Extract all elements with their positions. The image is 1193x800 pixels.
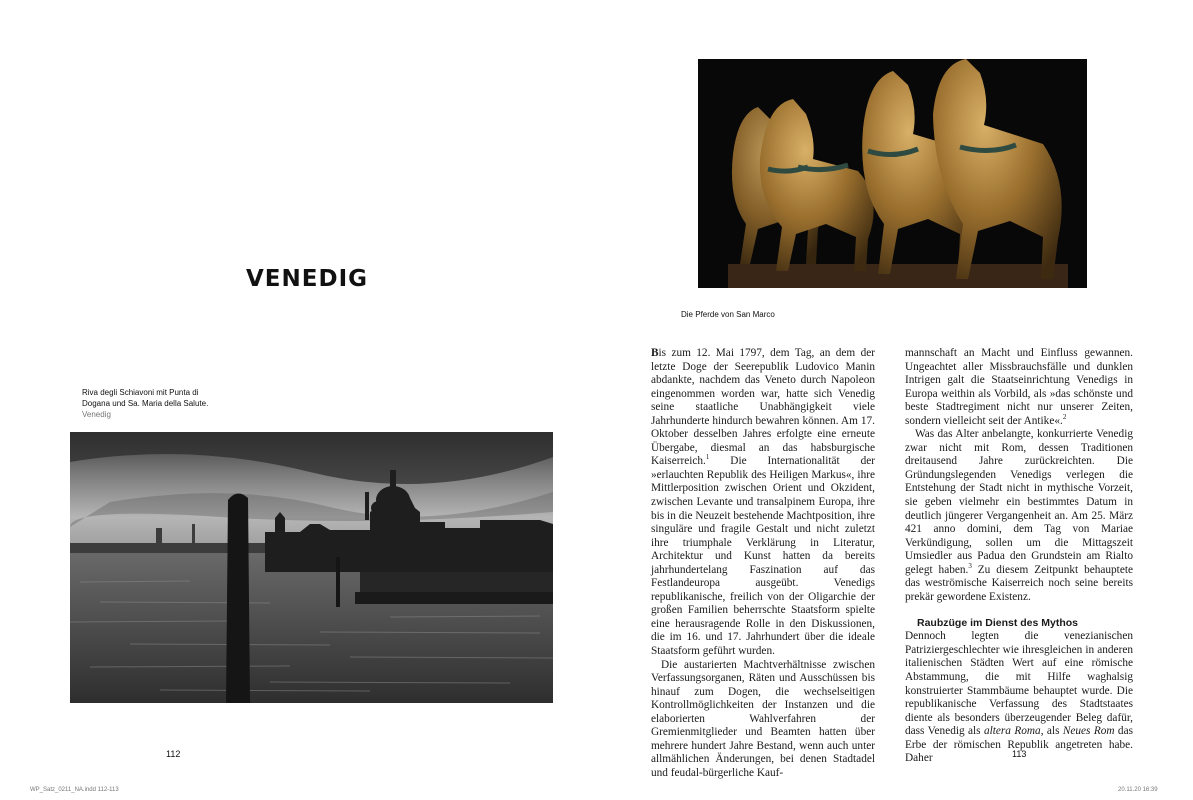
section-heading: Raubzüge im Dienst des Mythos [917,617,1079,630]
caption-line-1: Riva degli Schiavoni mit Punta di [82,388,199,397]
footnote-ref: 1 [705,453,710,462]
venice-lagoon-photo [70,432,553,703]
chapter-title: VENEDIG [246,266,368,292]
drop-cap: B [651,347,659,359]
page-number-left: 112 [166,749,181,759]
footnote-ref: 3 [968,561,972,570]
footnote-ref: 2 [1062,412,1067,421]
slug-timestamp: 20.11.20 16:39 [1118,787,1158,793]
text-column-1: Bis zum 12. Mai 1797, dem Tag, an dem der letzte Doge der Seerepublik Ludovico Manin abdankte, nachdem das Veneto durch Napoleon eingenommen worden war, hatte sich Venedig seine staatliche Unabhängigkeit viele Jahrhunderte hindurch bewahren können. Am 17. Oktober desselben Jahres erfolgte eine erneute Übergabe, diesmal an das habsburgische Kaiserreich.$^1$ Die Internationalität der »erlauchten Republik des Heiligen Markus«, ihre Mittlerposition zwischen Orient und Okzident, zwischen Levante und transalpinem Europa, ihre bis in die Neuzeit bestehende Machtposition, ihre singuläre und fragile Gestalt und nicht zuletzt ihre triumphale Verklärung in Literatur, Architektur und Kunst hatten da bereits jahrhundertelang Faszination auf das Festlandeuropa ausgeübt. Venedigs republikanische, freilich von der Oligarchie der großen Familien beherrschte Staatsform spielte eine herausragende Rolle in den Diskussionen, die im 16. und 17. Jahrhundert über die ideale Staatsform geführt wurden. Die austarierten Machtverhältnisse zwischen Verfassungsorganen, Räten und Ausschüssen bis hinauf zum Dogen, die wechselseitigen Kontrollmöglichkeiten der Instanzen und die elaborierten Wahlverfahren der Gremienmitglieder und Beamten hatten über mehrere hundert Jahre Bestand, wenn auch unter allmählichen Änderungen, bei denen Stadtadel und feudal-bürgerliche Kauf- [651,347,875,779]
photo-caption-right: Die Pferde von San Marco [681,310,775,319]
slug-file-info: WP_Satz_0211_NA.indd 112-113 [30,787,119,793]
photo-caption-left [82,387,302,420]
text-column-2: mannschaft an Macht und Einfluss gewannen. Ungeachtet aller Missbrauchsfälle und dunklen Intrigen galt die Staatseinrichtung Venedigs in Europa weithin als Vorbild, als »das schönste und beste Stadtregiment nicht nur unserer Zeiten, sondern vielleicht seit der Antike«.$^2$ Was das Alter anbelangte, konkurrierte Venedig zwar nicht mit Rom, dessen Traditionen dreitausend Jahre zurückreichten. Die Gründungslegenden Venedigs verlegen die Entstehung der Stadt nicht in mythische Vorzeit, sie geben vielmehr ein bestimmtes Datum in deutlich jüngerer Vergangenheit an. Am 25. März 421 anno domini, dem Tag von Mariae Verkündigung, sollen um die Mittagszeit Umsiedler aus Padua den Grundstein am Rialto gelegt haben.$^3$ Zu diesem Zeitpunkt behauptete das weströmische Kaiserreich noch seine bereits prekär gewordene Existenz. Raubzüge im Dienst des Mythos Dennoch legten die venezianischen Patriziergeschlechter wie ihresgleichen in anderen italienischen Städten Wert auf eine römische Abstammung, die mit Hilfe waghalsig konstruierter Stammbäume behauptet wurde. Die republikanische Verfassung des Stadtstaates diente als besonders überzeugender Beleg dafür, dass Venedig als altera Roma, als Neues Rom das Erbe der römischen Republik angetreten habe. Daher [905,347,1133,765]
paragraph: Die austarierten Machtverhältnisse zwischen Verfassungsorganen, Räten und Ausschüssen bis hinauf zum Dogen, die wechselseitigen Kontrollmöglichkeiten der Instanzen und die elaborierten Wahlverfahren der Gremienmitglieder und Beamten hatten über mehrere hundert Jahre Bestand, wenn auch unter allmählichen Änderungen, bei denen Stadtadel und feudal-bürgerliche Kauf- [651,658,875,779]
page-number-right: 113 [1012,749,1027,759]
caption-location: Venedig [82,410,111,419]
caption-line-2: Dogana und Sa. Maria della Salute. [82,399,209,408]
horses-of-san-marco-photo [698,59,1087,288]
